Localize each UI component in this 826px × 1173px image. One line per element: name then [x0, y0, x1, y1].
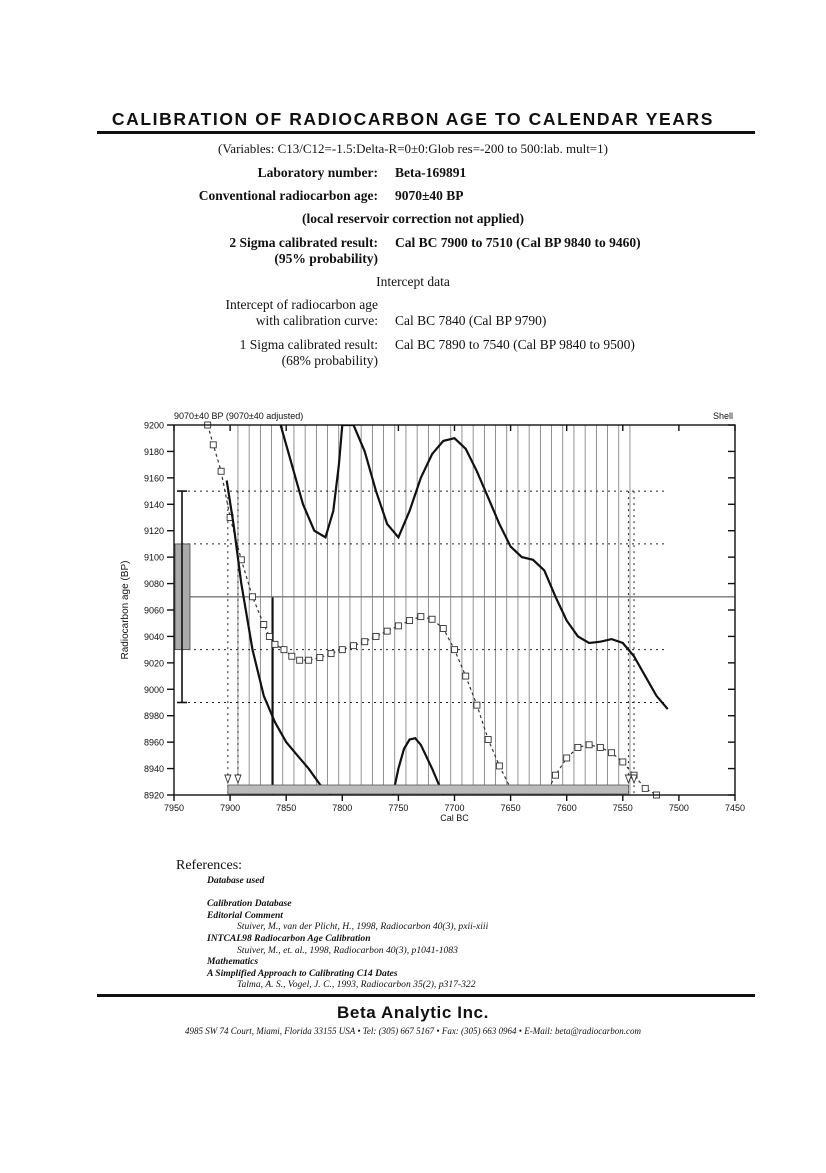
curve-data-point: [351, 643, 357, 649]
curve-data-point: [266, 633, 272, 639]
intercept-heading: Intercept data: [376, 274, 450, 289]
chart-title: 9070±40 BP (9070±40 adjusted): [174, 411, 304, 421]
curve-data-point: [496, 763, 502, 769]
curve-data-point: [289, 653, 295, 659]
ref-line: Mathematics: [207, 956, 259, 968]
x-tick-label: 7450: [724, 803, 746, 813]
ref-line: A Simplified Approach to Calibrating C14 Dates: [207, 967, 398, 979]
curve-data-point: [297, 657, 303, 663]
x-tick-label: 7650: [500, 803, 521, 813]
y-tick-label: 9200: [143, 420, 164, 431]
curve-data-point: [395, 623, 401, 629]
range-marker-triangle: [225, 775, 231, 783]
intercept-value: Cal BC 7840 (Cal BP 9790): [395, 313, 547, 328]
variables-line: (Variables: C13/C12=-1.5:Delta-R=0±0:Glob res=-200 to 500:lab. mult=1): [218, 141, 608, 156]
curve-data-point: [261, 622, 267, 628]
sigma1-probability: (68% probability): [281, 353, 378, 368]
curve-data-point: [210, 442, 216, 448]
x-axis-label: Cal BC: [440, 813, 469, 823]
x-tick-label: 7550: [612, 803, 633, 813]
x-tick-label: 7700: [444, 803, 465, 813]
curve-data-point: [328, 651, 334, 657]
page-title: CALIBRATION OF RADIOCARBON AGE TO CALENDAR YEARS: [111, 109, 715, 129]
curve-data-point: [418, 614, 424, 620]
calibration-curve-lower: [227, 481, 331, 796]
sigma1-value: Cal BC 7890 to 7540 (Cal BP 9840 to 9500): [395, 337, 635, 352]
ref-line: Stuiver, M., van der Plicht, H., 1998, Radiocarbon 40(3), pxii-xiii: [237, 921, 489, 933]
range-marker-triangle: [235, 775, 241, 783]
curve-data-point: [620, 759, 626, 765]
curve-data-point: [564, 755, 570, 761]
footer-address: 4985 SW 74 Court, Miami, Florida 33155 USA • Tel: (305) 667 5167 • Fax: (305) 663 0964 • E-Mail: beta@radiocarbon.com: [185, 1026, 641, 1036]
curve-data-point: [609, 750, 615, 756]
curve-data-point: [597, 744, 603, 750]
lab-number-value: Beta-169891: [395, 165, 467, 180]
curve-data-point: [250, 594, 256, 600]
curve-data-point: [362, 639, 368, 645]
y-tick-label: 8980: [143, 711, 164, 722]
y-tick-label: 9040: [143, 631, 164, 642]
ref-line: Editorial Comment: [207, 909, 283, 921]
x-tick-label: 7750: [388, 803, 409, 813]
y-tick-label: 9080: [143, 579, 164, 590]
y-tick-label: 8920: [143, 790, 164, 801]
y-axis-label: Radiocarbon age (BP): [120, 560, 131, 660]
ref-line: Calibration Database: [207, 898, 292, 910]
curve-data-point: [218, 468, 224, 474]
ref-line: INTCAL98 Radiocarbon Age Calibration: [207, 932, 371, 944]
footer-company-name: Beta Analytic Inc.: [337, 1003, 489, 1022]
y-tick-label: 9180: [143, 446, 164, 457]
curve-data-point: [575, 744, 581, 750]
y-tick-label: 9120: [143, 526, 164, 537]
x-tick-label: 7800: [332, 803, 353, 813]
ref-line: Stuiver, M., et. al., 1998, Radiocarbon 40(3), p1041-1083: [237, 944, 458, 956]
curve-data-point: [272, 641, 278, 647]
curve-data-point: [474, 702, 480, 708]
y-tick-label: 9160: [143, 473, 164, 484]
references-list: [207, 875, 767, 991]
y-tick-label: 9000: [143, 684, 164, 695]
y-tick-label: 9020: [143, 658, 164, 669]
y-tick-label: 9060: [143, 605, 164, 616]
sigma2-label: 2 Sigma calibrated result:: [229, 235, 378, 250]
ref-line: [207, 887, 767, 899]
y-tick-label: 9140: [143, 499, 164, 510]
curve-data-point: [384, 628, 390, 634]
x-tick-label: 7900: [220, 803, 241, 813]
y-tick-label: 9100: [143, 552, 164, 563]
chart-corner-label: Shell: [712, 411, 733, 421]
curve-data-point: [463, 673, 469, 679]
calendar-probability-bar: [228, 785, 629, 794]
range-marker-triangle: [625, 775, 631, 783]
ref-line: Database used: [207, 875, 265, 886]
title-divider: [97, 131, 755, 134]
calibration-chart: [0, 400, 826, 840]
curve-data-point: [586, 742, 592, 748]
lab-number-label: Laboratory number:: [257, 165, 378, 180]
curve-data-point: [373, 633, 379, 639]
sigma2-value: Cal BC 7900 to 7510 (Cal BP 9840 to 9460): [395, 235, 641, 250]
sigma1-label: 1 Sigma calibrated result:: [239, 337, 378, 352]
curve-data-point: [407, 618, 413, 624]
x-tick-label: 7500: [668, 803, 689, 813]
x-tick-label: 7950: [163, 803, 185, 813]
ref-line: Talma, A. S., Vogel, J. C., 1993, Radiocarbon 35(2), p317-322: [237, 979, 476, 991]
curve-data-point: [440, 626, 446, 632]
references-heading: References:: [176, 858, 243, 873]
curve-data-point: [452, 647, 458, 653]
curve-data-point: [339, 647, 345, 653]
curve-data-point: [642, 785, 648, 791]
intercept-label-2: with calibration curve:: [255, 313, 378, 328]
conventional-age-value: 9070±40 BP: [395, 188, 464, 203]
curve-data-point: [317, 655, 323, 661]
curve-data-point: [281, 647, 287, 653]
curve-data-point: [429, 616, 435, 622]
y-tick-label: 8960: [143, 737, 164, 748]
curve-data-point: [485, 737, 491, 743]
sigma2-probability: (95% probability): [274, 251, 378, 266]
conventional-age-label: Conventional radiocarbon age:: [198, 188, 378, 203]
curve-data-point: [306, 657, 312, 663]
x-tick-label: 7600: [556, 803, 577, 813]
x-tick-label: 7850: [276, 803, 297, 813]
intercept-label-1: Intercept of radiocarbon age: [225, 297, 378, 312]
y-tick-label: 8940: [143, 764, 164, 775]
reservoir-note: (local reservoir correction not applied): [302, 211, 524, 226]
curve-data-point: [552, 772, 558, 778]
range-marker-triangle: [631, 775, 637, 783]
footer-divider: [97, 994, 755, 997]
